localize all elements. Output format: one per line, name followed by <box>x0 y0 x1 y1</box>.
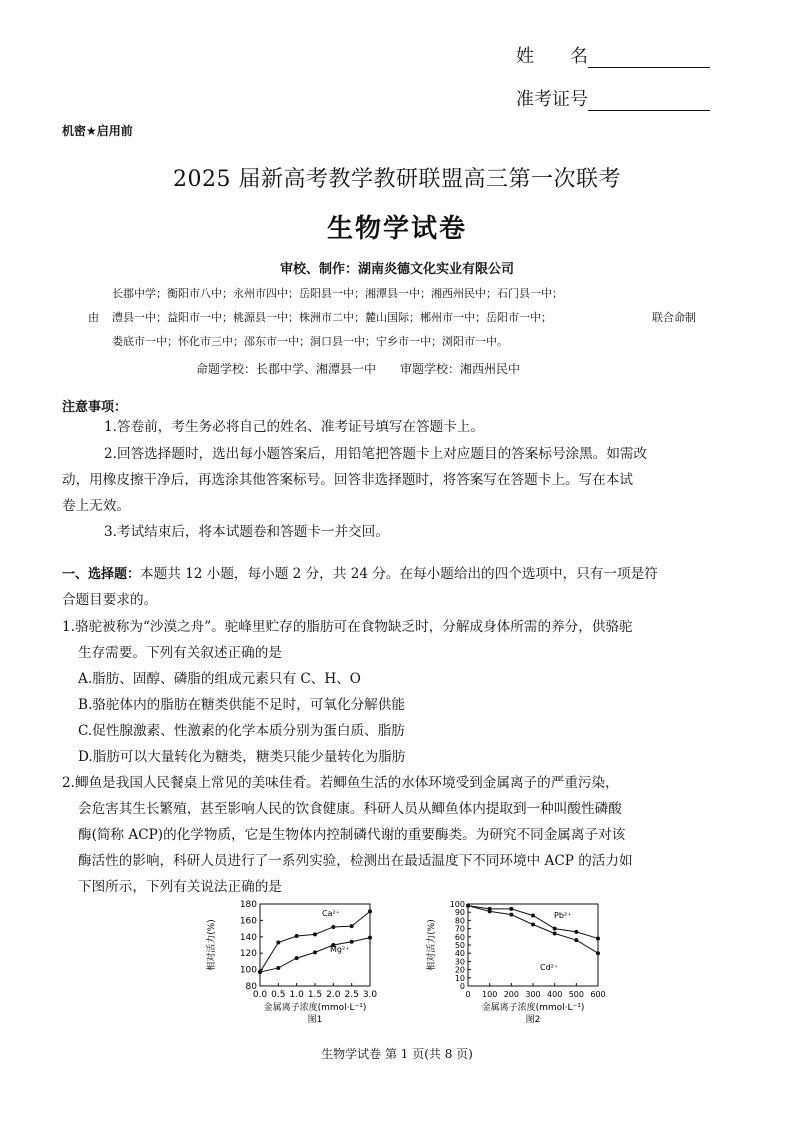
data-point <box>295 934 299 938</box>
data-point <box>313 932 317 936</box>
x-tick-label: 2.0 <box>326 990 341 1000</box>
section-1-head: 一、选择题： <box>62 567 141 582</box>
data-point <box>531 923 535 927</box>
schools-line3: 娄底市一中；怀化市三中；邵东市一中；洞口县一中；宁乡市一中；浏阳市一中。 <box>112 335 508 348</box>
x-axis-label: 金属离子浓度(mmol·L⁻¹) <box>263 1003 367 1013</box>
data-point <box>313 950 317 954</box>
x-tick-label: 200 <box>503 990 519 999</box>
x-tick-label: 0.5 <box>271 990 286 1000</box>
id-blank[interactable] <box>588 92 710 111</box>
x-axis-label: 金属离子浓度(mmol·L⁻¹) <box>481 1003 585 1013</box>
note-2b: 动，用橡皮擦干净后，再选涂其他答案标号。回答非选择题时，将答案写在答题卡上。写在本试 <box>62 472 633 488</box>
y-axis-label: 相对活力(%) <box>207 919 217 971</box>
note-2a: 2.回答选择题时，选出每小题答案后，用铅笔把答题卡上对应题目的答案标号涂黑。如需改 <box>104 446 648 462</box>
y-tick-label: 10 <box>454 973 465 983</box>
name-blank[interactable] <box>588 49 710 68</box>
x-tick-label: 1.0 <box>289 990 304 1000</box>
y-tick-label: 180 <box>239 900 257 910</box>
notes-heading: 注意事项： <box>62 400 128 415</box>
data-point <box>553 932 557 936</box>
data-point <box>509 913 513 917</box>
q2-stem-3: 酶(简称 ACP)的化学物质，它是生物体内控制磷代谢的重要酶类。为研究不同金属离子对该 <box>78 827 626 843</box>
x-tick-label: 100 <box>482 990 498 999</box>
name-label: 姓 名 <box>516 46 588 67</box>
q1-stem-a: 1.骆驼被称为“沙漠之舟”。驼峰里贮存的脂肪可在食物缺乏时，分解成身体所需的养分，供骆驼 <box>62 619 633 635</box>
data-point <box>350 940 354 944</box>
section-1-text-a: 本题共 12 小题，每小题 2 分，共 24 分。在每小题给出的四个选项中，只有一项是符 <box>140 566 658 582</box>
data-point <box>276 966 280 970</box>
id-field <box>516 85 710 111</box>
series-line <box>468 906 598 954</box>
data-point <box>368 936 372 940</box>
x-tick-label: 300 <box>525 990 541 999</box>
data-point <box>531 913 535 917</box>
data-point <box>276 941 280 945</box>
y-tick-label: 100 <box>239 965 257 976</box>
data-point <box>258 970 262 974</box>
schools-line1: 长郡中学；衡阳市八中；永州市四中；岳阳县一中；湘潭县一中；湘西州民中；石门县一中； <box>112 287 563 300</box>
y-tick-label: 80 <box>245 982 257 992</box>
y-tick-label: 60 <box>454 932 465 942</box>
y-tick-label: 50 <box>454 941 465 950</box>
y-tick-label: 30 <box>454 957 465 967</box>
data-point <box>553 927 557 931</box>
x-tick-label: 500 <box>568 990 584 999</box>
series-label: Ca²⁺ <box>322 909 340 918</box>
y-tick-label: 90 <box>454 908 465 918</box>
q2-stem-4: 酶活性的影响，科研人员进行了一系列实验，检测出在最适温度下不同环境中 ACP 的活力如 <box>78 853 633 869</box>
exam-title: 2025 届新高考教学教研联盟高三第一次联考 <box>173 167 621 192</box>
y-tick-label: 80 <box>454 916 465 926</box>
data-point <box>488 909 492 913</box>
q1-stem-b: 生存需要。下列有关叙述正确的是 <box>78 645 282 661</box>
q1-option-a[interactable]: A.脂肪、固醇、磷脂的组成元素只有 C、H、O <box>78 671 361 687</box>
q2-stem-5: 下图所示，下列有关说法正确的是 <box>78 879 282 895</box>
data-point <box>574 930 578 934</box>
data-point <box>574 938 578 942</box>
x-tick-label: 0 <box>465 990 471 999</box>
data-point <box>295 956 299 960</box>
q2-stem-2: 会危害其生长繁殖，甚至影响人民的饮食健康。科研人员从鲫鱼体内提取到一种叫酸性磷酸 <box>78 801 622 817</box>
data-point <box>350 924 354 928</box>
x-tick-label: 400 <box>547 990 563 999</box>
note-1: 1.答卷前，考生务必将自己的姓名、准考证号填写在答题卡上。 <box>104 419 484 435</box>
q2-stem-1: 2.鲫鱼是我国人民餐桌上常见的美味佳肴。若鲫鱼生活的水体环境受到金属离子的严重污染， <box>62 775 619 791</box>
x-tick-label: 3.0 <box>362 990 378 1000</box>
q1-option-b[interactable]: B.骆驼体内的脂肪在糖类供能不足时，可氧化分解供能 <box>78 697 405 713</box>
subject-title: 生物学试卷 <box>326 214 467 244</box>
data-point <box>331 925 335 929</box>
y-tick-label: 20 <box>454 965 465 975</box>
schools-suffix: 联合命制 <box>652 311 696 324</box>
chart-figure-1 <box>200 896 380 1036</box>
name-field <box>516 42 710 68</box>
y-tick-label: 0 <box>459 982 465 991</box>
data-point <box>368 909 372 913</box>
note-3: 3.考试结束后，将本试题卷和答题卡一并交回。 <box>104 524 389 540</box>
y-tick-label: 40 <box>454 949 465 959</box>
x-tick-label: 600 <box>590 990 606 999</box>
maker-line: 审校、制作：湖南炎德文化实业有限公司 <box>279 262 514 277</box>
data-point <box>596 951 600 955</box>
note-2c: 卷上无效。 <box>62 498 130 514</box>
data-point <box>509 907 513 911</box>
page-footer: 生物学试卷 第 1 页(共 8 页) <box>321 1047 473 1061</box>
chart-title: 图2 <box>525 1015 541 1025</box>
chart-title: 图1 <box>307 1015 323 1025</box>
y-tick-label: 70 <box>454 924 465 934</box>
y-axis-label: 相对活力(%) <box>427 919 437 971</box>
confidential-mark: 机密★启用前 <box>62 124 133 138</box>
data-point <box>596 936 600 940</box>
series-label: Pb²⁺ <box>554 911 572 920</box>
data-point <box>466 904 470 908</box>
x-tick-label: 0.0 <box>252 990 268 1000</box>
setter-schools: 命题学校：长郡中学、湘潭县一中 审题学校：湘西州民中 <box>196 362 521 376</box>
section-1-text-b: 合题目要求的。 <box>62 592 158 608</box>
chart-figure-2 <box>420 896 620 1036</box>
id-label: 准考证号 <box>516 89 588 110</box>
y-tick-label: 100 <box>449 900 465 909</box>
series-label: Mg²⁺ <box>330 945 350 954</box>
section-1-intro <box>62 561 658 589</box>
q1-option-d[interactable]: D.脂肪可以大量转化为糖类，糖类只能少量转化为脂肪 <box>78 749 406 765</box>
x-tick-label: 1.5 <box>307 990 323 1000</box>
y-tick-label: 120 <box>239 949 257 960</box>
y-tick-label: 160 <box>239 916 257 927</box>
x-tick-label: 2.5 <box>344 990 359 1000</box>
series-label: Cd²⁺ <box>540 963 559 972</box>
schools-by: 由 <box>88 311 99 324</box>
q1-option-c[interactable]: C.促性腺激素、性激素的化学本质分别为蛋白质、脂肪 <box>78 723 405 739</box>
schools-line2: 澧县一中；益阳市一中；桃源县一中；株洲市二中；麓山国际；郴州市一中；岳阳市一中； <box>112 311 552 324</box>
y-tick-label: 140 <box>239 932 257 943</box>
